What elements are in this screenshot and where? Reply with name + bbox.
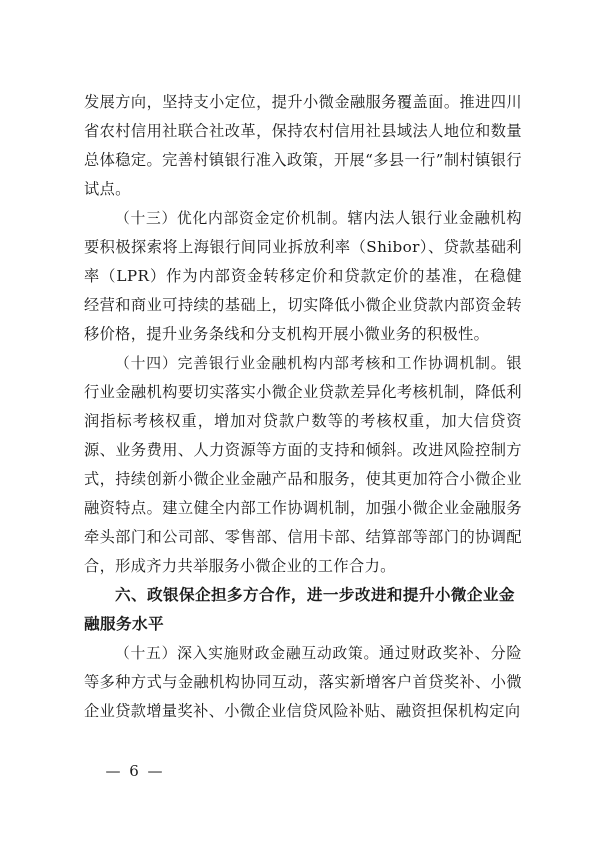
paragraph-13-text: 辖内法人银行业金融机构要积极探索将上海银行间同业拆放利率（Shibor）、贷款基础利率（LPR）作为内部资金转移定价和贷款定价的基准，在稳健经营和商业可持续的基础上，切实降低小微企业贷款内部资金转移价格，提升业务条线和分支机构开展小微业务的积极性。 [84,209,522,343]
paragraph-13-lead: （十三）优化内部资金定价机制。 [115,210,348,227]
paragraph-15-lead: （十五）深入实施财政金融互动政策。 [115,645,380,662]
paragraph-14 [84,349,522,581]
paragraph-14-text: 银行业金融机构要切实落实小微企业贷款差异化考核机制，降低利润指标考核权重，增加对贷款户数等的考核权重，加大信贷资源、业务费用、人力资源等方面的支持和倾斜。改进风险控制方式，持续创新小微企业金融产品和服务，使其更加符合小微企业融资特点。建立健全内部工作协调机制，加强小微企业金融服务牵头部门和公司部、零售部、信用卡部、结算部等部门的协调配合，形成齐力共举服务小微企业的工作合力。 [84,354,522,575]
paragraph-15 [84,639,522,726]
paragraph-1-text: 发展方向，坚持支小定位，提升小微金融服务覆盖面。推进四川省农村信用社联合社改革，保持农村信用社县域法人地位和数量总体稳定。完善村镇银行准入政策，开展“多县一行”制村镇银行试点。 [84,93,522,198]
paragraph-13 [84,204,522,349]
section-heading: 六、政银保企担多方合作，进一步改进和提升小微企业金融服务水平 [84,586,515,633]
paragraph-1 [84,88,522,204]
page-number: — 6 — [105,762,165,780]
paragraph-14-lead: （十四）完善银行业金融机构内部考核和工作协调机制。 [115,355,507,372]
body-text [84,88,522,726]
paragraph-15-text: 通过财政奖补、分险等多种方式与金融机构协同互动，落实新增客户首贷奖补、小微企业贷款增量奖补、小微企业信贷风险补贴、融资担保机构定向 [84,644,522,720]
